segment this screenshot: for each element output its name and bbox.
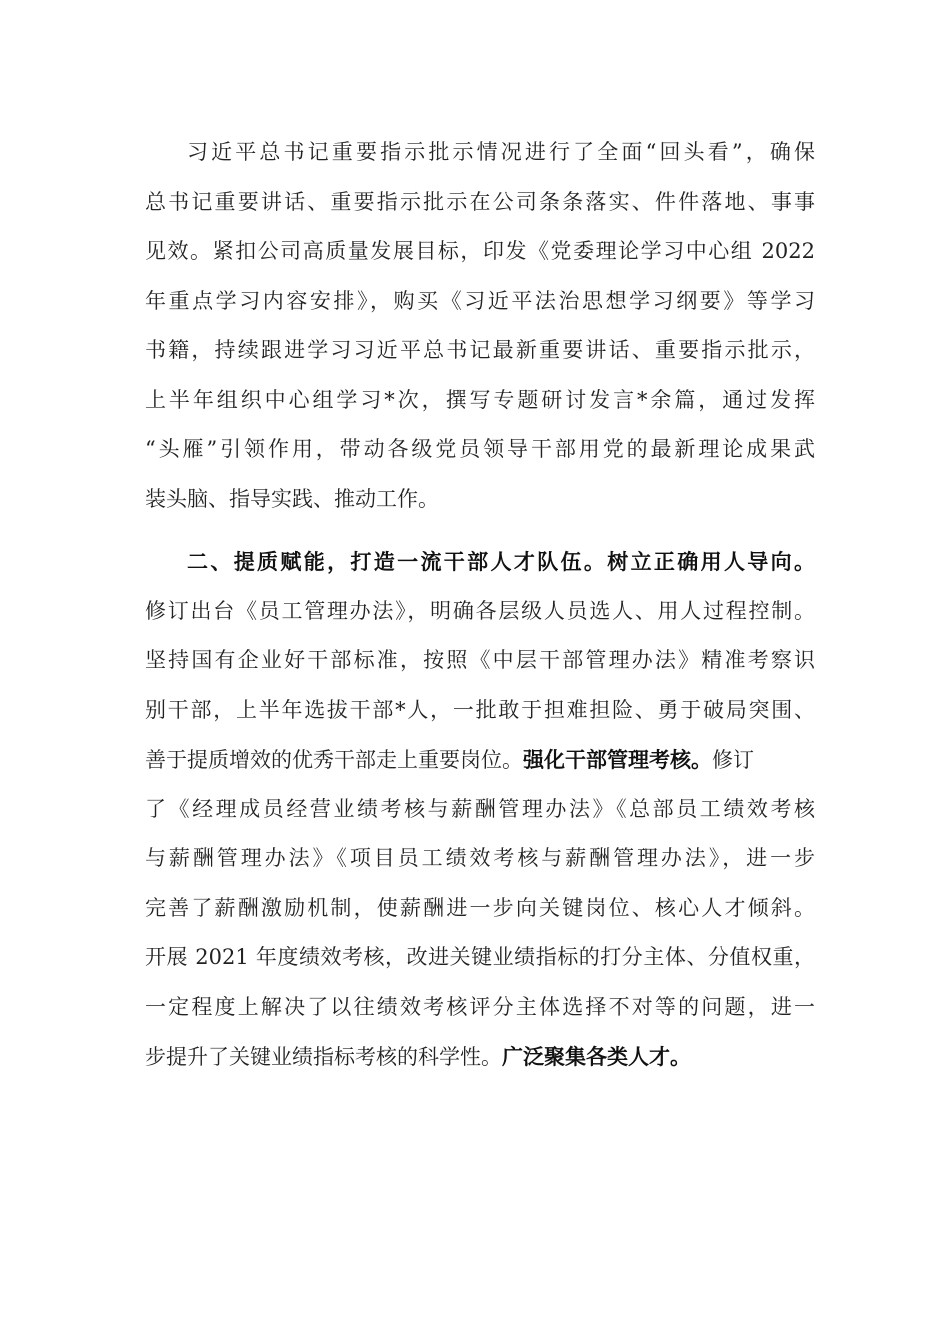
text-line: 上半年组织中心组学习*次，撰写专题研讨发言*余篇，通过发挥 [145,387,815,412]
text-line: 完善了薪酬激励机制，使薪酬进一步向关键岗位、核心人才倾斜。 [145,895,815,920]
text-line [145,1032,815,1082]
text-line: 了《经理成员经营业绩考核与薪酬管理办法》《总部员工绩效考核 [145,796,815,821]
text-run: 步提升了关键业绩指标考核的科学性。 [145,1045,502,1069]
text-run: 修订 [712,748,754,772]
text-line: “头雁”引领作用，带动各级党员领导干部用党的最新理论成果武 [145,437,815,461]
text-line: 年重点学习内容安排》，购买《习近平法治思想学习纲要》等学习 [145,288,815,313]
text-line: 坚持国有企业好干部标准，按照《中层干部管理办法》精准考察识 [145,648,815,672]
paragraph-talent-team [145,537,815,1082]
text-line: 书籍，持续跟进学习习近平总书记最新重要讲话、重要指示批示， [145,338,815,362]
text-line: 总书记重要讲话、重要指示批示在公司条条落实、件件落地、事事 [145,189,815,214]
inline-bold-heading: 广泛聚集各类人才。 [502,1044,691,1069]
text-line: 修订出台《员工管理办法》，明确各层级人员选人、用人过程控制。 [145,598,815,623]
text-line: 开展 2021 年度绩效考核，改进关键业绩指标的打分主体、分值权重， [145,945,815,969]
text-line: 别干部，上半年选拔干部*人，一批敢于担难担险、勇于破局突围、 [145,697,815,722]
text-run: 善于提质增效的优秀干部走上重要岗位。 [145,748,523,772]
text-line: 与薪酬管理办法》《项目员工绩效考核与薪酬管理办法》，进一步 [145,846,815,870]
inline-bold-heading: 强化干部管理考核。 [523,747,712,772]
text-line [145,735,815,785]
paragraph-study-summary [145,128,815,524]
text-line: 习近平总书记重要指示批示情况进行了全面“回头看”，确保 [187,140,815,164]
text-line: 见效。紧扣公司高质量发展目标，印发《党委理论学习中心组 2022 [145,239,815,263]
section-heading: 二、提质赋能，打造一流干部人才队伍。树立正确用人导向。 [187,549,815,574]
text-line: 一定程度上解决了以往绩效考核评分主体选择不对等的问题，进一 [145,994,815,1019]
text-line: 装头脑、指导实践、推动工作。 [145,486,439,511]
